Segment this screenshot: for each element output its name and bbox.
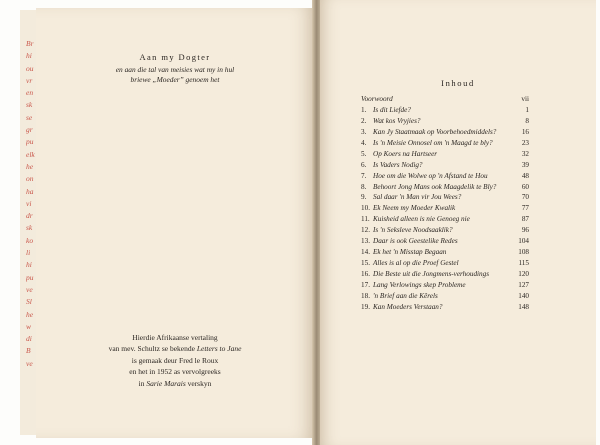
toc-entry-number: 16.	[361, 270, 370, 278]
toc-entry-title: Behoort Jong Mans ook Maagdelik te Bly?	[373, 182, 497, 191]
edge-letter: ou	[26, 63, 34, 73]
edge-letter: dr	[26, 211, 33, 221]
edge-letter: pu	[26, 272, 34, 282]
toc-entry-title: Is dit Liefde?	[373, 105, 411, 114]
edge-letter: B	[26, 346, 31, 356]
translation-text: van mev. Schultz se bekende	[108, 344, 197, 354]
source-book-title: Letters to Jane	[196, 344, 242, 354]
toc-entry-page: 39	[521, 160, 529, 169]
edge-letter: vr	[26, 75, 33, 85]
translation-line: en het in 1952 as vervolgreeks	[129, 367, 221, 377]
toc-entry-title: Ek Neem my Moeder Kwalik	[373, 204, 456, 213]
toc-entry-page: 60	[521, 182, 529, 191]
toc-entry-page: vii	[521, 95, 529, 103]
toc-entry-page: 120	[518, 270, 529, 278]
table-of-contents	[361, 94, 529, 313]
edge-letter: w	[26, 321, 32, 331]
toc-entry-number: 14.	[361, 248, 370, 257]
toc-entry	[361, 247, 529, 258]
toc-entry-page: 77	[521, 204, 529, 213]
toc-entry	[361, 302, 529, 313]
toc-entry-page: 1	[525, 105, 529, 114]
edge-letter: sk	[26, 223, 33, 233]
toc-entry-title: Kan Jy Staatmaak op Voorbehoedmiddels?	[373, 127, 497, 136]
toc-entry	[361, 214, 529, 225]
edge-letter: en	[26, 88, 34, 98]
edge-letter: Br	[26, 39, 34, 48]
translation-line: Hierdie Afrikaanse vertaling	[132, 333, 218, 342]
toc-entry	[361, 192, 529, 203]
toc-entry-number: 7.	[361, 171, 367, 180]
edge-letter: hi	[26, 51, 32, 61]
toc-entry-title: Ek het 'n Misstap Begaan	[373, 248, 447, 257]
translation-text: in	[138, 378, 147, 388]
toc-entry	[361, 138, 529, 149]
edge-letter: pu	[26, 137, 34, 147]
translation-line: is gemaak deur Fred le Roux	[131, 355, 219, 365]
toc-entry-number: 5.	[361, 149, 367, 158]
edge-letter: on	[26, 174, 34, 184]
toc-entry-number: 4.	[361, 138, 367, 147]
toc-entry-number: 3.	[361, 127, 367, 136]
toc-entry-title: Hoe om die Wolwe op 'n Afstand te Hou	[373, 171, 488, 180]
toc-entry-page: 104	[518, 237, 529, 246]
toc-entry-number: 11.	[361, 215, 370, 224]
toc-entry-title: Sal daar 'n Man vir Jou Wees?	[373, 193, 462, 202]
translation-text: verskyn	[185, 378, 212, 388]
toc-entry	[361, 105, 529, 116]
toc-entry-title: Die Beste uit die Jongmens-verhoudings	[373, 270, 490, 278]
toc-entry-page: 127	[518, 280, 529, 289]
toc-entry-title: Is 'n Meisie Onnosel om 'n Maagd te bly?	[373, 138, 493, 147]
toc-entry-page: 115	[518, 259, 529, 268]
dedication	[36, 52, 314, 85]
toc-entry-page: 140	[518, 291, 529, 300]
toc-entry	[361, 203, 529, 214]
toc-entry	[361, 280, 529, 291]
translation-line	[36, 378, 314, 389]
toc-entry	[361, 94, 529, 105]
toc-entry-number: 18.	[361, 291, 370, 300]
edge-letter: ha	[26, 186, 34, 196]
toc-entry-number: 13.	[361, 237, 370, 246]
toc-entry-page: 96	[521, 226, 529, 235]
toc-entry	[361, 236, 529, 247]
edge-letter: vi	[26, 198, 32, 208]
toc-entry	[361, 182, 529, 193]
toc-entry-page: 148	[518, 302, 529, 311]
toc-entry-number: 8.	[361, 182, 367, 191]
toc-entry	[361, 160, 529, 171]
toc-entry-page: 108	[518, 248, 529, 257]
dedication-line: briewe „Moeder” genoem het	[130, 75, 220, 84]
edge-letter: he	[26, 161, 34, 171]
toc-entry-title: Alles is al op die Proef Gestel	[373, 259, 459, 268]
toc-entry-number: 9.	[361, 193, 367, 202]
magazine-title: Sarie Marais	[146, 378, 186, 388]
toc-entry-title: Is 'n Seksleve Noodsaaklik?	[373, 226, 453, 235]
toc-entry-number: 6.	[361, 160, 367, 169]
toc-entry-page: 23	[521, 138, 529, 147]
edge-letter: di	[26, 334, 32, 344]
toc-entry-number: 1.	[361, 105, 367, 114]
edge-letter: sk	[26, 100, 33, 110]
toc-entry-title: Lang Verlowings skep Probleme	[373, 280, 466, 289]
translation-note	[36, 332, 314, 389]
edge-letter: ve	[26, 284, 33, 294]
toc-entry	[361, 127, 529, 138]
edge-letter: ko	[26, 235, 34, 245]
toc-entry-title: Daar is ook Geestelike Redes	[373, 237, 458, 246]
edge-letter: elk	[26, 149, 35, 159]
toc-entry-title: Op Koers na Hartseer	[373, 149, 438, 158]
toc-entry-page: 48	[521, 171, 529, 180]
toc-entry	[361, 116, 529, 127]
toc-entry-page: 87	[521, 215, 529, 224]
translation-line	[36, 343, 314, 354]
toc-entry-number: 12.	[361, 226, 370, 235]
toc-entry	[361, 291, 529, 302]
toc-entry-title: Is Vaders Nodig?	[373, 160, 423, 169]
toc-entry-page: 16	[521, 127, 529, 136]
toc-entry-page: 70	[521, 193, 529, 202]
edge-letter: he	[26, 309, 34, 319]
toc-entry-number: 2.	[361, 116, 367, 125]
edge-letter: se	[26, 112, 33, 122]
toc-entry-title: Voorwoord	[361, 95, 393, 103]
edge-letter: hi	[26, 260, 32, 270]
dedication-line: en aan die tal van meisies wat my in hul	[115, 65, 235, 74]
toc-entry-number: 15.	[361, 259, 370, 268]
edge-letter: Sl	[26, 297, 32, 307]
toc-heading: Inhoud	[441, 78, 475, 88]
toc-entry-title: Kuisheid alleen is nie Genoeg nie	[373, 215, 470, 224]
toc-entry-page: 8	[525, 116, 529, 125]
toc-entry	[361, 171, 529, 182]
toc-entry-title: Kan Moeders Verstaan?	[373, 302, 443, 311]
toc-entry-title: 'n Brief aan die Kêrels	[373, 291, 438, 300]
toc-entry-number: 10.	[361, 204, 370, 213]
dedication-title: Aan my Dogter	[139, 52, 211, 62]
toc-entry-title: Wat kos Vryjies?	[373, 116, 421, 125]
edge-letter: gr	[26, 125, 33, 135]
toc-entry	[361, 225, 529, 236]
toc-entry	[361, 258, 529, 269]
edge-letter: li	[26, 248, 31, 258]
toc-entry-number: 17.	[361, 280, 370, 289]
edge-letter: ve	[26, 358, 33, 368]
toc-entry	[361, 269, 529, 280]
toc-entry-number: 19.	[361, 302, 370, 311]
toc-entry-page: 32	[521, 149, 529, 158]
toc-entry	[361, 149, 529, 160]
